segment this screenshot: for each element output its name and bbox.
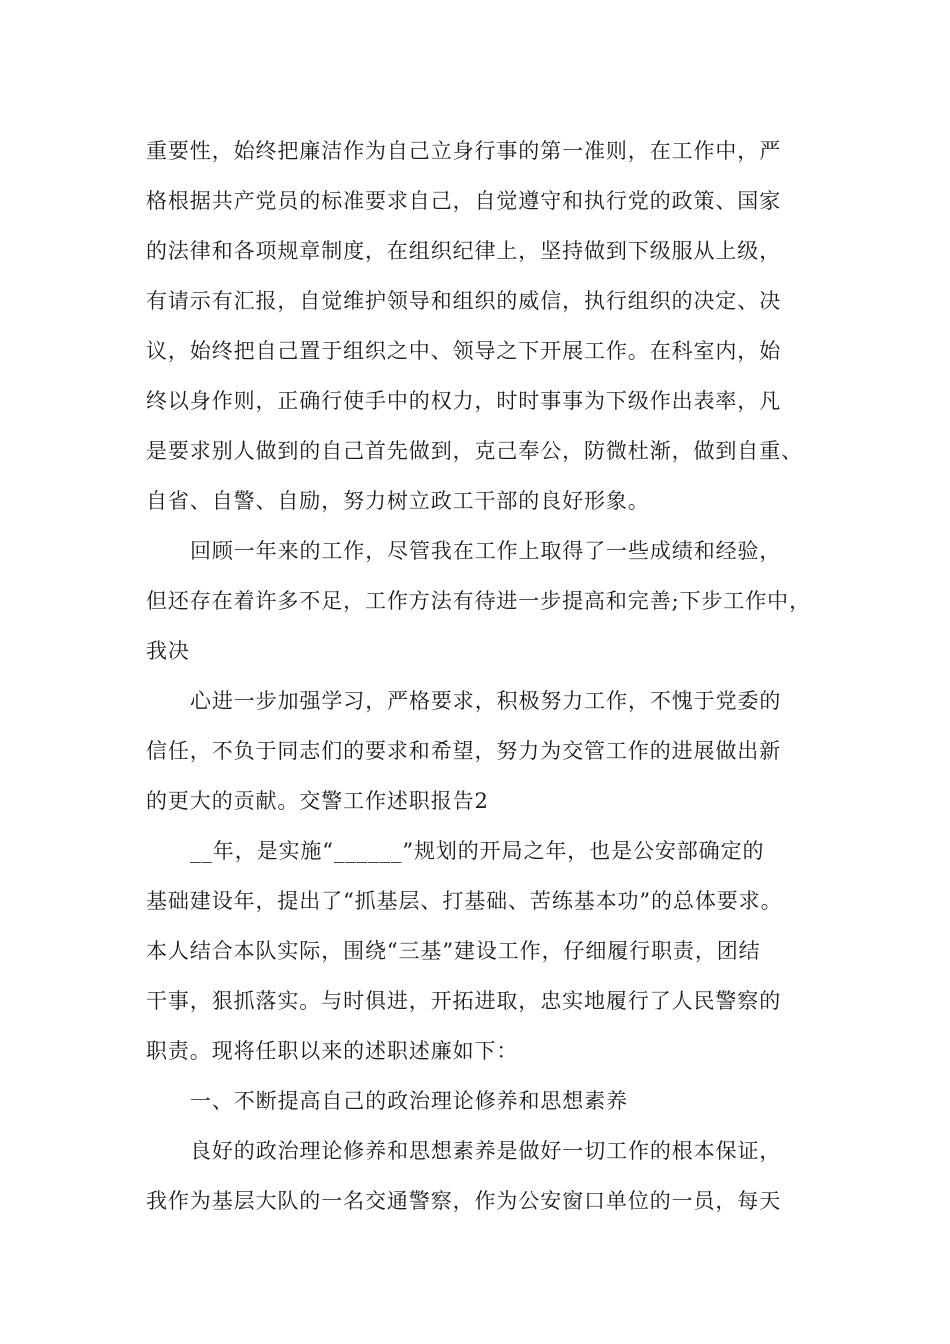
- text-line: 有请示有汇报，自觉维护领导和组织的威信，执行组织的决定、决: [146, 289, 782, 313]
- section-heading: 一、不断提高自己的政治理论修养和思想素养: [190, 1089, 628, 1113]
- text-line: 我决: [146, 639, 190, 663]
- text-line: 但还存在着许多不足，工作方法有待进一步提高和完善;下步工作中，: [146, 589, 811, 613]
- paragraph-start-line: 回顾一年来的工作，尽管我在工作上取得了一些成绩和经验，: [190, 539, 782, 563]
- text-line: 的法律和各项规章制度，在组织纪律上，坚持做到下级服从上级，: [146, 239, 782, 263]
- text-line: 职责。现将任职以来的述职述廉如下：: [146, 1039, 519, 1063]
- paragraph-start-line: 良好的政治理论修养和思想素养是做好一切工作的根本保证，: [190, 1139, 782, 1163]
- paragraph-start-line: __年，是实施“______”规划的开局之年，也是公安部确定的: [190, 839, 765, 863]
- paragraph-start-line: 心进一步加强学习，严格要求，积极努力工作，不愧于党委的: [190, 689, 782, 713]
- text-line: 是要求别人做到的自己首先做到，克己奉公，防微杜渐，做到自重、: [146, 439, 803, 463]
- text-line: 的更大的贡献。交警工作述职报告2: [146, 789, 489, 813]
- text-line: 基础建设年，提出了“抓基层、打基础、苦练基本功”的总体要求。: [146, 889, 783, 913]
- text-line: 干事，狠抓落实。与时俱进，开拓进取，忠实地履行了人民警察的: [146, 989, 782, 1013]
- text-line: 我作为基层大队的一名交通警察，作为公安窗口单位的一员，每天: [146, 1189, 782, 1213]
- text-line: 重要性，始终把廉洁作为自己立身行事的第一准则，在工作中，严: [146, 139, 782, 163]
- text-line: 自省、自警、自励，努力树立政工干部的良好形象。: [146, 489, 650, 513]
- text-line: 议，始终把自己置于组织之中、领导之下开展工作。在科室内，始: [146, 339, 782, 363]
- text-line: 信任，不负于同志们的要求和希望，努力为交管工作的进展做出新: [146, 739, 782, 763]
- text-line: 终以身作则，正确行使手中的权力，时时事事为下级作出表率，凡: [146, 389, 782, 413]
- text-line: 格根据共产党员的标准要求自己，自觉遵守和执行党的政策、国家: [146, 189, 782, 213]
- text-line: 本人结合本队实际，围绕“三基”建设工作，仔细履行职责，团结: [146, 939, 761, 963]
